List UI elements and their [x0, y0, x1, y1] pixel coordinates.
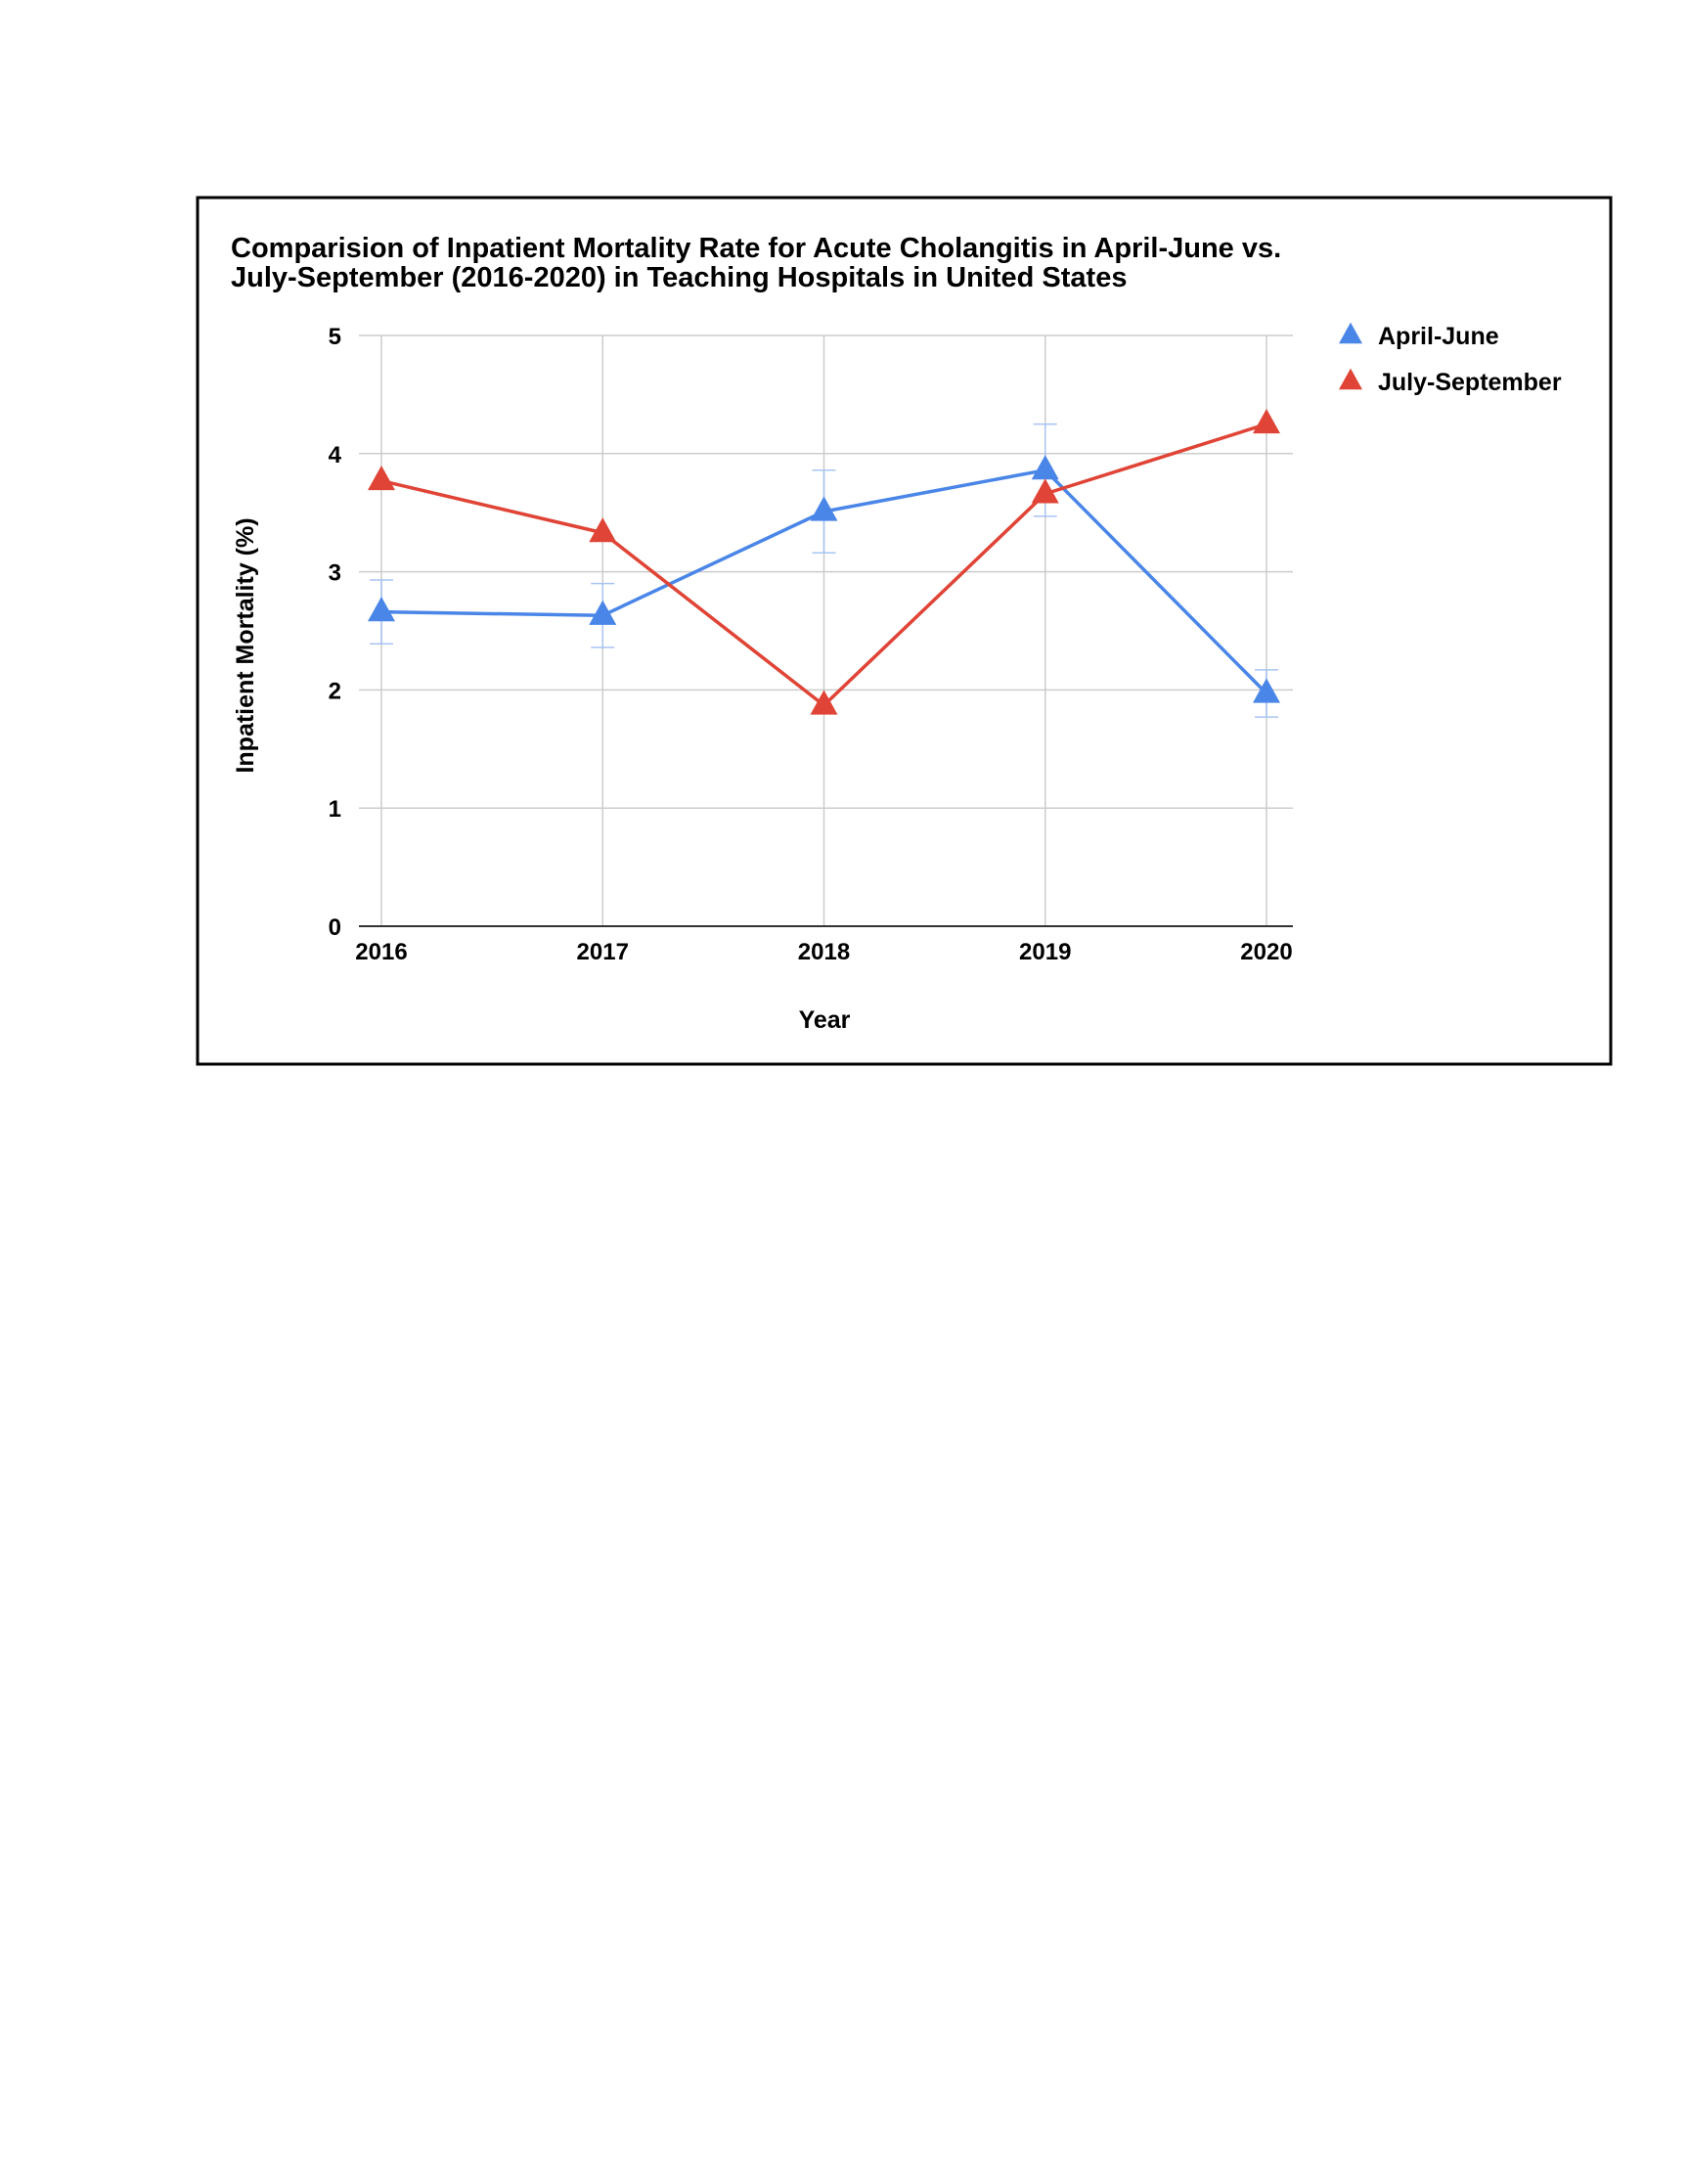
y-axis-title: Inpatient Mortality (%): [232, 517, 259, 774]
x-tick-label: 2017: [576, 939, 629, 965]
y-tick-label: 4: [328, 441, 341, 468]
y-tick-label: 1: [328, 796, 341, 824]
y-tick-label: 5: [328, 324, 341, 350]
y-tick-label: 2: [328, 678, 341, 705]
legend-label-april-june: April-June: [1378, 323, 1499, 350]
y-tick-label: 3: [328, 559, 341, 587]
x-tick-label: 2016: [355, 939, 408, 965]
legend-label-july-september: July-September: [1378, 369, 1562, 396]
chart-title-line-1: Comparision of Inpatient Mortality Rate for Acute Cholangitis in April-June vs.: [231, 233, 1282, 264]
x-tick-label: 2020: [1240, 939, 1293, 965]
x-tick-label: 2019: [1019, 939, 1072, 965]
x-axis-title: Year: [798, 1006, 851, 1034]
chart-title-line-2: July-September (2016-2020) in Teaching Hospitals in United States: [231, 262, 1128, 293]
y-tick-label: 0: [328, 914, 341, 941]
x-tick-label: 2018: [797, 939, 851, 965]
